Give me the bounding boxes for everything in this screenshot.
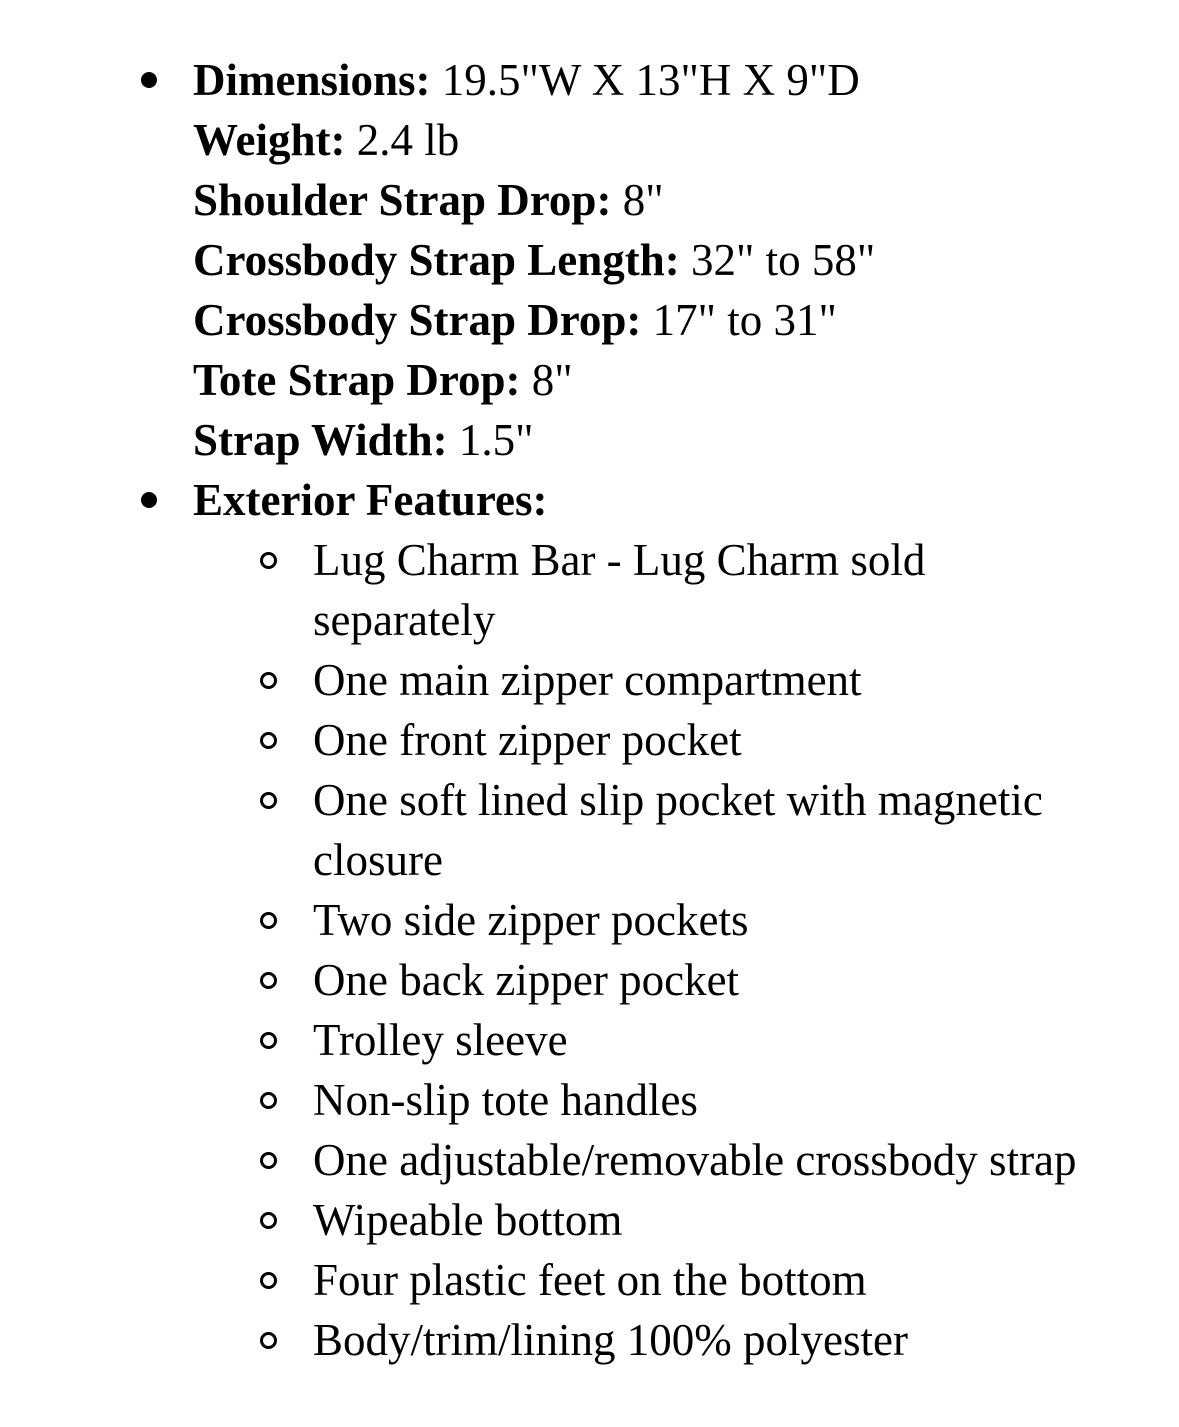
list-item-text: Trolley sleeve <box>313 1015 568 1065</box>
bullet-circle-icon <box>260 792 277 809</box>
list-item <box>193 950 1103 1010</box>
list-item <box>193 1130 1103 1190</box>
list-item <box>193 890 1103 950</box>
spec-label: Tote Strap Drop: <box>193 355 521 405</box>
bullet-disc-icon <box>141 492 157 508</box>
list-item-text: One main zipper compartment <box>313 655 862 705</box>
bullet-disc-icon <box>141 72 157 88</box>
list-item-text: One adjustable/removable crossbody strap <box>313 1135 1077 1185</box>
bullet-circle-icon <box>260 1272 277 1289</box>
list-item <box>193 1070 1103 1130</box>
spec-value: 1.5" <box>447 415 534 465</box>
list-item <box>193 710 1103 770</box>
spec-value: 32" to 58" <box>679 235 876 285</box>
spec-value: 19.5"W X 13"H X 9"D <box>430 55 860 105</box>
spec-crossbody-strap-drop <box>193 290 1179 350</box>
specs-list-item <box>0 50 1179 470</box>
exterior-features-list-item <box>0 470 1179 1370</box>
spec-value: 2.4 lb <box>345 115 460 165</box>
list-item-text: Lug Charm Bar - Lug Charm sold separately <box>313 535 926 645</box>
spec-tote-strap-drop <box>193 350 1179 410</box>
bullet-circle-icon <box>260 972 277 989</box>
spec-label: Crossbody Strap Length: <box>193 235 680 285</box>
list-item <box>193 1010 1103 1070</box>
bullet-circle-icon <box>260 1092 277 1109</box>
spec-dimensions <box>193 50 1179 110</box>
list-item-text: Wipeable bottom <box>313 1195 623 1245</box>
list-item-text: Four plastic feet on the bottom <box>313 1255 867 1305</box>
bullet-circle-icon <box>260 552 277 569</box>
list-item <box>193 770 1103 890</box>
spec-value: 17" to 31" <box>641 295 837 345</box>
bullet-circle-icon <box>260 1032 277 1049</box>
list-item-text: Body/trim/lining 100% polyester <box>313 1315 908 1365</box>
spec-crossbody-strap-length <box>193 230 1179 290</box>
spec-label: Weight: <box>193 115 346 165</box>
spec-label: Strap Width: <box>193 415 448 465</box>
spec-shoulder-strap-drop <box>193 170 1179 230</box>
spec-label: Shoulder Strap Drop: <box>193 175 612 225</box>
list-item <box>193 650 1103 710</box>
bullet-circle-icon <box>260 732 277 749</box>
bullet-circle-icon <box>260 912 277 929</box>
list-item <box>193 1310 1103 1370</box>
list-item-text: Two side zipper pockets <box>313 895 749 945</box>
list-item-text: One soft lined slip pocket with magnetic closure <box>313 775 1043 885</box>
spec-weight <box>193 110 1179 170</box>
list-item-text: Non-slip tote handles <box>313 1075 698 1125</box>
list-item-text: One back zipper pocket <box>313 955 740 1005</box>
list-item <box>193 1250 1103 1310</box>
spec-label: Dimensions: <box>193 55 431 105</box>
list-item-text: One front zipper pocket <box>313 715 742 765</box>
bullet-circle-icon <box>260 672 277 689</box>
bullet-circle-icon <box>260 1212 277 1229</box>
spec-value: 8" <box>520 355 573 405</box>
product-details <box>0 50 1179 1370</box>
exterior-features-heading: Exterior Features: <box>193 475 548 525</box>
spec-strap-width <box>193 410 1179 470</box>
bullet-circle-icon <box>260 1332 277 1349</box>
feature-list <box>0 50 1179 1370</box>
exterior-features-sublist <box>193 530 1179 1370</box>
bullet-circle-icon <box>260 1152 277 1169</box>
spec-value: 8" <box>611 175 664 225</box>
list-item <box>193 530 1103 650</box>
spec-label: Crossbody Strap Drop: <box>193 295 642 345</box>
list-item <box>193 1190 1103 1250</box>
